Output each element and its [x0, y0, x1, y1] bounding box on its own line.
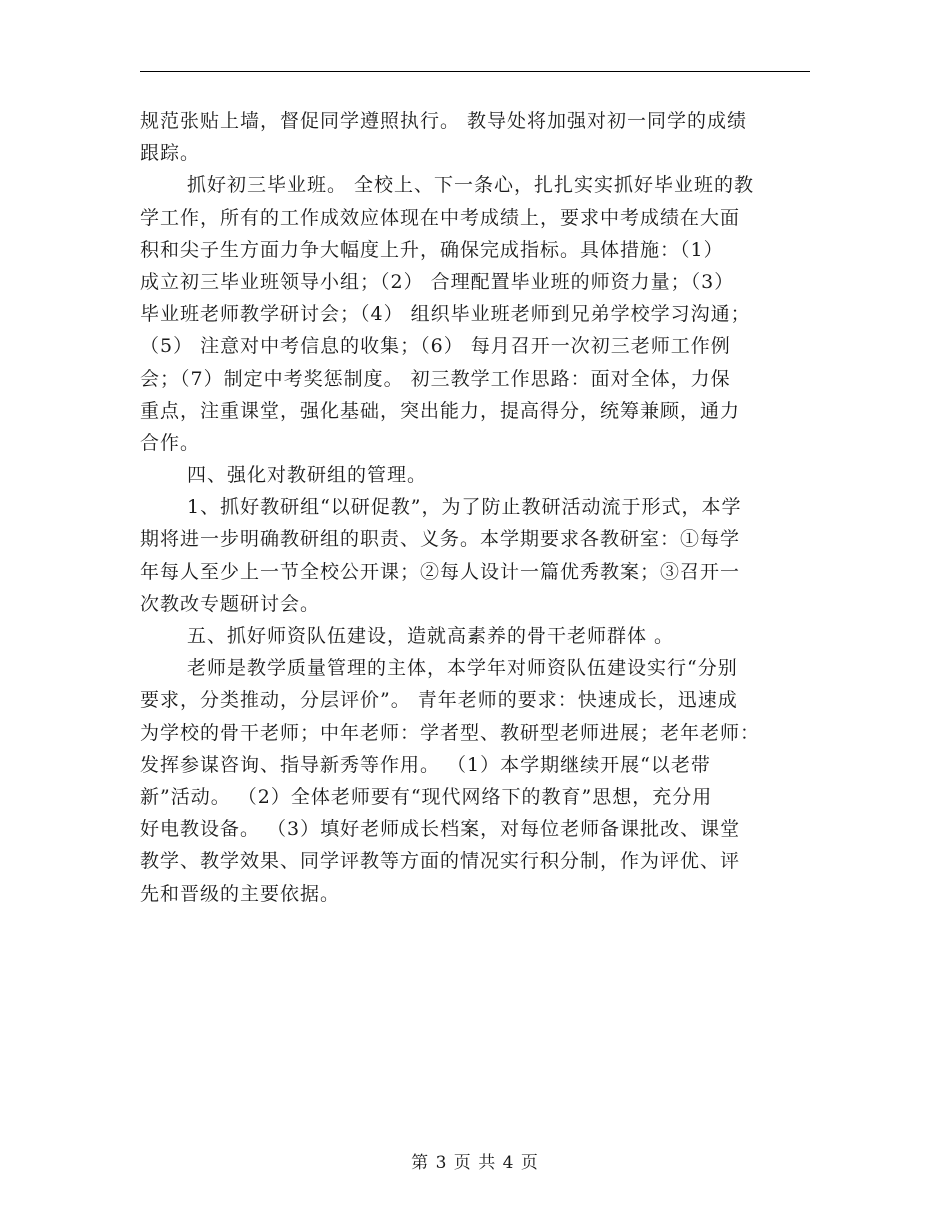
text-line: 规范张贴上墙，督促同学遵照执行。 教导处将加强对初一同学的成绩 — [140, 110, 748, 132]
text-line: 合作。 — [140, 431, 201, 454]
text-line: 老师是教学质量管理的主体，本学年对师资队伍建设实行“分别 — [187, 657, 738, 680]
text-line: 为学校的骨干老师；中年老师：学者型、教研型老师进展；老年老师： — [140, 721, 761, 744]
text-line: 年每人至少上一节全校公开课；②每人设计一篇优秀教案；③召开一 — [140, 560, 741, 583]
text-line: 会；（7）制定中考奖惩制度。 初三教学工作思路：面对全体，力保 — [140, 367, 731, 390]
text-line: 成立初三毕业班领导小组；（2） 合理配置毕业班的师资力量；（3） — [140, 270, 735, 293]
text-line: 要求，分类推动，分层评价”。 青年老师的要求：快速成长，迅速成 — [140, 689, 738, 712]
text-line: 积和尖子生方面力争大幅度上升，确保完成指标。具体措施：（1） — [140, 238, 724, 261]
text-line: 新”活动。 （2）全体老师要有“现代网络下的教育”思想，充分用 — [140, 785, 713, 808]
text-line: 教学、教学效果、同学评教等方面的情况实行积分制，作为评优、评 — [140, 850, 741, 873]
header-rule — [140, 71, 810, 72]
text-line: 毕业班老师教学研讨会；（4） 组织毕业班老师到兄弟学校学习沟通； — [140, 303, 751, 326]
text-line: 学工作，所有的工作成效应体现在中考成绩上，要求中考成绩在大面 — [140, 206, 741, 229]
document-body — [140, 105, 808, 910]
text-line: 1、抓好教研组“以研促教”，为了防止教研活动流于形式，本学 — [187, 496, 742, 519]
text-line: 发挥参谋咨询、指导新秀等作用。 （1）本学期继续开展“以老带 — [140, 753, 711, 776]
text-line: 跟踪。 — [140, 142, 201, 165]
text-line: 期将进一步明确教研组的职责、义务。本学期要求各教研室：①每学 — [140, 528, 741, 551]
text-line: 重点，注重课堂，强化基础，突出能力，提高得分，统筹兼顾，通力 — [140, 399, 741, 422]
page-number-footer: 第 3 页 共 4 页 — [411, 1153, 539, 1173]
section-heading: 五、抓好师资队伍建设，造就高素养的骨干老师群体 。 — [187, 625, 675, 647]
text-line: 抓好初三毕业班。 全校上、下一条心，扎扎实实抓好毕业班的教 — [187, 174, 755, 197]
text-line: （5） 注意对中考信息的收集；（6） 每月召开一次初三老师工作例 — [140, 335, 731, 358]
text-line: 先和晋级的主要依据。 — [140, 882, 341, 905]
text-line: 好电教设备。 （3）填好老师成长档案，对每位老师备课批改、课堂 — [140, 818, 741, 841]
section-heading: 四、强化对教研组的管理。 — [187, 464, 428, 487]
text-line: 次教改专题研讨会。 — [140, 592, 321, 615]
